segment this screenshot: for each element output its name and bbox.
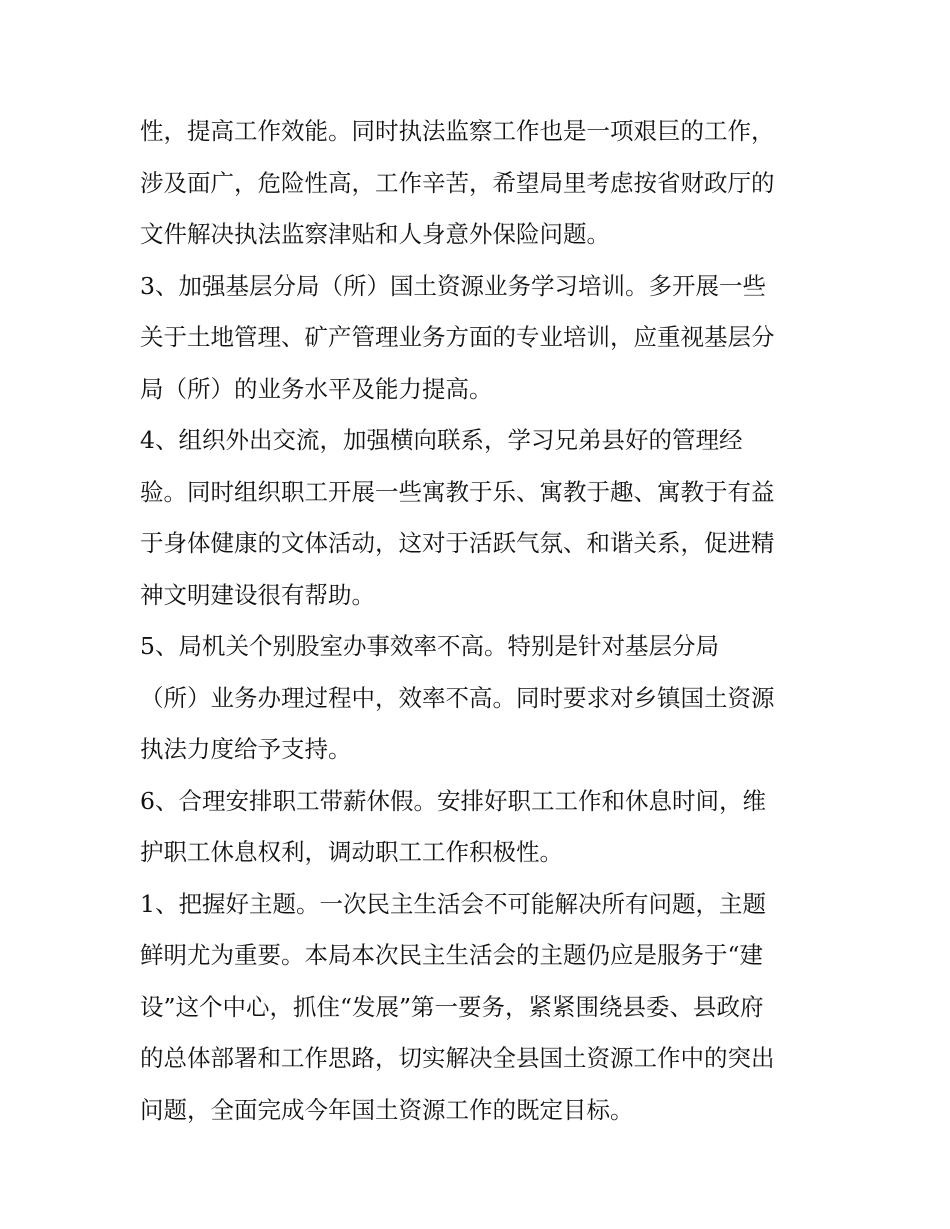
text-line: 验。同时组织职工开展一些寓教于乐、寓教于趣、寓教于有益 <box>140 477 775 506</box>
text-line: 神文明建设很有帮助。 <box>140 580 375 609</box>
text-line: 5、局机关个别股室办事效率不高。特别是针对基层分局 <box>140 632 719 660</box>
text-line: 鲜明尤为重要。本局本次民主生活会的主题仍应是服务于“建 <box>140 941 764 969</box>
text-line: （所）业务办理过程中，效率不高。同时要求对乡镇国土资源 <box>140 683 775 712</box>
text-line: 涉及面广，危险性高，工作辛苦，希望局里考虑按省财政厅的 <box>140 168 775 197</box>
text-line: 关于土地管理、矿产管理业务方面的专业培训，应重视基层分 <box>140 323 775 351</box>
text-line: 文件解决执法监察津贴和人身意外保险问题。 <box>140 220 610 248</box>
text-line: 性，提高工作效能。同时执法监察工作也是一项艰巨的工作， <box>140 117 775 145</box>
text-line: 4、组织外出交流，加强横向联系，学习兄弟县好的管理经 <box>140 426 743 454</box>
text-line: 局（所）的业务水平及能力提高。 <box>140 374 493 403</box>
text-line: 设”这个中心，抓住“发展”第一要务，紧紧围绕县委、县政府 <box>140 992 764 1021</box>
text-line: 6、合理安排职工带薪休假。安排好职工工作和休息时间，维 <box>140 786 766 815</box>
text-line: 1、把握好主题。一次民主生活会不可能解决所有问题，主题 <box>140 889 766 918</box>
body-text <box>140 106 820 1136</box>
text-line: 护职工休息权利，调动职工工作积极性。 <box>140 838 563 866</box>
text-line: 的总体部署和工作思路，切实解决全县国土资源工作中的突出 <box>140 1044 775 1072</box>
text-line: 于身体健康的文体活动，这对于活跃气氛、和谐关系，促进精 <box>140 529 775 557</box>
text-line: 执法力度给予支持。 <box>140 735 352 763</box>
text-line: 问题，全面完成今年国土资源工作的既定目标。 <box>140 1095 634 1124</box>
text-line: 3、加强基层分局（所）国土资源业务学习培训。多开展一些 <box>140 271 766 300</box>
